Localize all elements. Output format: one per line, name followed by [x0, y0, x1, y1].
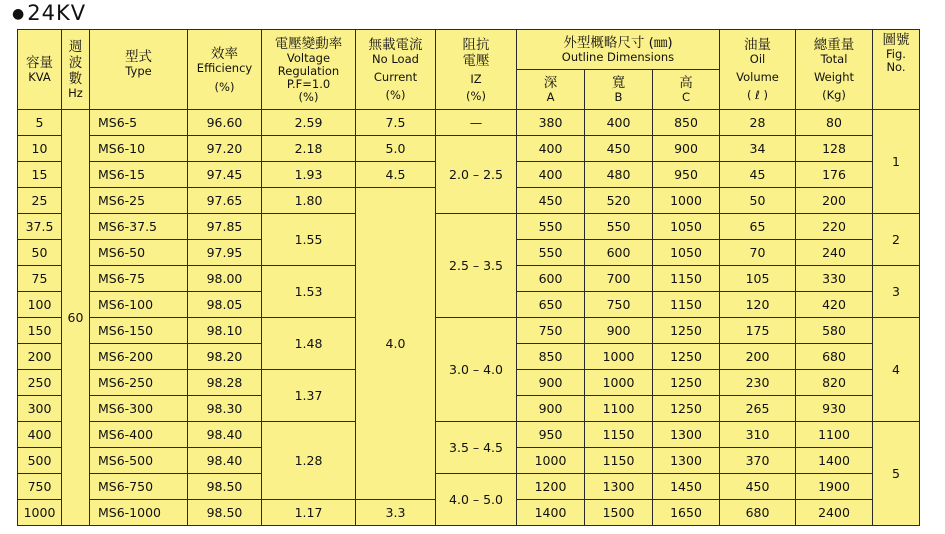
- cell-efficiency: 98.40: [188, 448, 262, 474]
- title-text: 24KV: [27, 1, 87, 25]
- cell-oil: 34: [720, 136, 796, 162]
- cell-oil: 680: [720, 500, 796, 526]
- cell-impedance: 2.5 – 3.5: [436, 214, 517, 318]
- header-regulation: 電壓變動率 Voltage Regulation P.F=1.0 (%): [262, 30, 356, 110]
- cell-depth: 450: [517, 188, 585, 214]
- cell-depth: 750: [517, 318, 585, 344]
- cell-kva: 25: [18, 188, 62, 214]
- cell-noload: 4.5: [356, 162, 436, 188]
- cell-height: 1450: [653, 474, 720, 500]
- cell-regulation: 1.17: [262, 500, 356, 526]
- header-weight: 總重量 Total Weight (Kg): [796, 30, 873, 110]
- cell-noload: 7.5: [356, 110, 436, 136]
- cell-kva: 50: [18, 240, 62, 266]
- cell-type: MS6-250: [90, 370, 188, 396]
- cell-width: 600: [585, 240, 653, 266]
- cell-height: 850: [653, 110, 720, 136]
- cell-depth: 600: [517, 266, 585, 292]
- cell-kva: 500: [18, 448, 62, 474]
- cell-oil: 50: [720, 188, 796, 214]
- cell-height: 900: [653, 136, 720, 162]
- cell-type: MS6-25: [90, 188, 188, 214]
- cell-noload: 4.0: [356, 188, 436, 500]
- cell-regulation: 2.18: [262, 136, 356, 162]
- cell-noload: 3.3: [356, 500, 436, 526]
- cell-width: 1000: [585, 344, 653, 370]
- cell-height: 1050: [653, 214, 720, 240]
- spec-table: [17, 29, 920, 526]
- cell-type: MS6-150: [90, 318, 188, 344]
- cell-weight: 200: [796, 188, 873, 214]
- cell-fig: 3: [873, 266, 920, 318]
- cell-regulation: 1.55: [262, 214, 356, 266]
- cell-weight: 176: [796, 162, 873, 188]
- cell-weight: 330: [796, 266, 873, 292]
- cell-width: 450: [585, 136, 653, 162]
- cell-weight: 1900: [796, 474, 873, 500]
- cell-efficiency: 98.20: [188, 344, 262, 370]
- cell-type: MS6-37.5: [90, 214, 188, 240]
- cell-depth: 1200: [517, 474, 585, 500]
- cell-regulation: 2.59: [262, 110, 356, 136]
- header-width: 寬 B: [585, 70, 653, 110]
- cell-fig: 1: [873, 110, 920, 214]
- cell-type: MS6-400: [90, 422, 188, 448]
- cell-regulation: 1.53: [262, 266, 356, 318]
- header-type: 型式 Type: [90, 30, 188, 110]
- cell-height: 1050: [653, 240, 720, 266]
- cell-depth: 1400: [517, 500, 585, 526]
- cell-type: MS6-200: [90, 344, 188, 370]
- cell-frequency: 60: [62, 110, 90, 526]
- header-noload: 無載電流 No Load Current (%): [356, 30, 436, 110]
- cell-weight: 580: [796, 318, 873, 344]
- cell-impedance: 2.0 – 2.5: [436, 136, 517, 214]
- cell-height: 1300: [653, 448, 720, 474]
- cell-oil: 28: [720, 110, 796, 136]
- cell-kva: 400: [18, 422, 62, 448]
- cell-fig: 4: [873, 318, 920, 422]
- cell-efficiency: 98.50: [188, 500, 262, 526]
- table-row: [18, 214, 920, 240]
- cell-width: 520: [585, 188, 653, 214]
- bullet-icon: ●: [12, 6, 26, 22]
- cell-regulation: 1.48: [262, 318, 356, 370]
- cell-depth: 550: [517, 214, 585, 240]
- cell-kva: 10: [18, 136, 62, 162]
- cell-type: MS6-750: [90, 474, 188, 500]
- table-row: [18, 318, 920, 344]
- cell-oil: 120: [720, 292, 796, 318]
- cell-oil: 370: [720, 448, 796, 474]
- cell-efficiency: 97.85: [188, 214, 262, 240]
- header-depth: 深 A: [517, 70, 585, 110]
- cell-impedance: 3.5 – 4.5: [436, 422, 517, 474]
- cell-depth: 900: [517, 396, 585, 422]
- cell-height: 1250: [653, 344, 720, 370]
- cell-efficiency: 98.50: [188, 474, 262, 500]
- cell-type: MS6-75: [90, 266, 188, 292]
- table-row: [18, 422, 920, 448]
- header-fig: 圖號 Fig. No.: [873, 30, 920, 110]
- cell-height: 1300: [653, 422, 720, 448]
- table-row: [18, 110, 920, 136]
- cell-impedance: —: [436, 110, 517, 136]
- cell-oil: 230: [720, 370, 796, 396]
- header-capacity: 容量 KVA: [18, 30, 62, 110]
- cell-height: 1250: [653, 318, 720, 344]
- cell-width: 1100: [585, 396, 653, 422]
- cell-kva: 300: [18, 396, 62, 422]
- cell-efficiency: 98.10: [188, 318, 262, 344]
- cell-type: MS6-5: [90, 110, 188, 136]
- cell-kva: 100: [18, 292, 62, 318]
- cell-efficiency: 96.60: [188, 110, 262, 136]
- cell-height: 1150: [653, 266, 720, 292]
- cell-oil: 310: [720, 422, 796, 448]
- cell-efficiency: 98.05: [188, 292, 262, 318]
- cell-efficiency: 98.28: [188, 370, 262, 396]
- cell-efficiency: 98.40: [188, 422, 262, 448]
- cell-regulation: 1.93: [262, 162, 356, 188]
- cell-kva: 1000: [18, 500, 62, 526]
- cell-oil: 105: [720, 266, 796, 292]
- header-frequency: 週 波 數 Hz: [62, 30, 90, 110]
- cell-efficiency: 97.65: [188, 188, 262, 214]
- cell-depth: 850: [517, 344, 585, 370]
- cell-kva: 150: [18, 318, 62, 344]
- cell-height: 950: [653, 162, 720, 188]
- cell-kva: 37.5: [18, 214, 62, 240]
- header-height: 高 C: [653, 70, 720, 110]
- cell-height: 1250: [653, 370, 720, 396]
- cell-width: 400: [585, 110, 653, 136]
- spec-table-body: [18, 110, 920, 526]
- cell-width: 1000: [585, 370, 653, 396]
- cell-type: MS6-15: [90, 162, 188, 188]
- cell-width: 1150: [585, 422, 653, 448]
- cell-fig: 2: [873, 214, 920, 266]
- cell-depth: 400: [517, 136, 585, 162]
- cell-weight: 1100: [796, 422, 873, 448]
- cell-weight: 240: [796, 240, 873, 266]
- cell-weight: 930: [796, 396, 873, 422]
- cell-regulation: 1.80: [262, 188, 356, 214]
- cell-oil: 200: [720, 344, 796, 370]
- cell-depth: 950: [517, 422, 585, 448]
- cell-weight: 128: [796, 136, 873, 162]
- cell-efficiency: 97.20: [188, 136, 262, 162]
- cell-height: 1250: [653, 396, 720, 422]
- cell-kva: 200: [18, 344, 62, 370]
- cell-height: 1150: [653, 292, 720, 318]
- cell-depth: 400: [517, 162, 585, 188]
- header-efficiency: 效率 Efficiency (%): [188, 30, 262, 110]
- cell-type: MS6-10: [90, 136, 188, 162]
- cell-kva: 15: [18, 162, 62, 188]
- cell-height: 1000: [653, 188, 720, 214]
- cell-regulation: 1.37: [262, 370, 356, 422]
- cell-kva: 250: [18, 370, 62, 396]
- cell-oil: 45: [720, 162, 796, 188]
- cell-type: MS6-500: [90, 448, 188, 474]
- cell-weight: 680: [796, 344, 873, 370]
- cell-kva: 5: [18, 110, 62, 136]
- cell-kva: 750: [18, 474, 62, 500]
- cell-weight: 80: [796, 110, 873, 136]
- cell-kva: 75: [18, 266, 62, 292]
- cell-depth: 550: [517, 240, 585, 266]
- cell-efficiency: 98.00: [188, 266, 262, 292]
- cell-efficiency: 97.95: [188, 240, 262, 266]
- cell-width: 480: [585, 162, 653, 188]
- cell-impedance: 3.0 – 4.0: [436, 318, 517, 422]
- cell-width: 550: [585, 214, 653, 240]
- cell-width: 750: [585, 292, 653, 318]
- cell-width: 700: [585, 266, 653, 292]
- cell-width: 1150: [585, 448, 653, 474]
- cell-depth: 380: [517, 110, 585, 136]
- cell-type: MS6-100: [90, 292, 188, 318]
- cell-oil: 450: [720, 474, 796, 500]
- cell-oil: 70: [720, 240, 796, 266]
- cell-weight: 1400: [796, 448, 873, 474]
- cell-regulation: 1.28: [262, 422, 356, 500]
- cell-noload: 5.0: [356, 136, 436, 162]
- cell-oil: 265: [720, 396, 796, 422]
- cell-impedance: 4.0 – 5.0: [436, 474, 517, 526]
- cell-type: MS6-1000: [90, 500, 188, 526]
- cell-type: MS6-300: [90, 396, 188, 422]
- cell-weight: 420: [796, 292, 873, 318]
- cell-weight: 2400: [796, 500, 873, 526]
- cell-height: 1650: [653, 500, 720, 526]
- cell-fig: 5: [873, 422, 920, 526]
- header-oil: 油量 Oil Volume ( ℓ ): [720, 30, 796, 110]
- page-title: [12, 0, 86, 27]
- cell-type: MS6-50: [90, 240, 188, 266]
- cell-depth: 1000: [517, 448, 585, 474]
- cell-weight: 220: [796, 214, 873, 240]
- table-row: [18, 136, 920, 162]
- cell-weight: 820: [796, 370, 873, 396]
- cell-depth: 650: [517, 292, 585, 318]
- cell-width: 1300: [585, 474, 653, 500]
- cell-oil: 65: [720, 214, 796, 240]
- table-row: [18, 474, 920, 500]
- cell-efficiency: 98.30: [188, 396, 262, 422]
- cell-oil: 175: [720, 318, 796, 344]
- cell-efficiency: 97.45: [188, 162, 262, 188]
- header-outline: 外型概略尺寸 (㎜) Outline Dimensions: [517, 30, 720, 70]
- header-impedance: 阻抗 電壓 IZ (%): [436, 30, 517, 110]
- cell-width: 900: [585, 318, 653, 344]
- cell-depth: 900: [517, 370, 585, 396]
- cell-width: 1500: [585, 500, 653, 526]
